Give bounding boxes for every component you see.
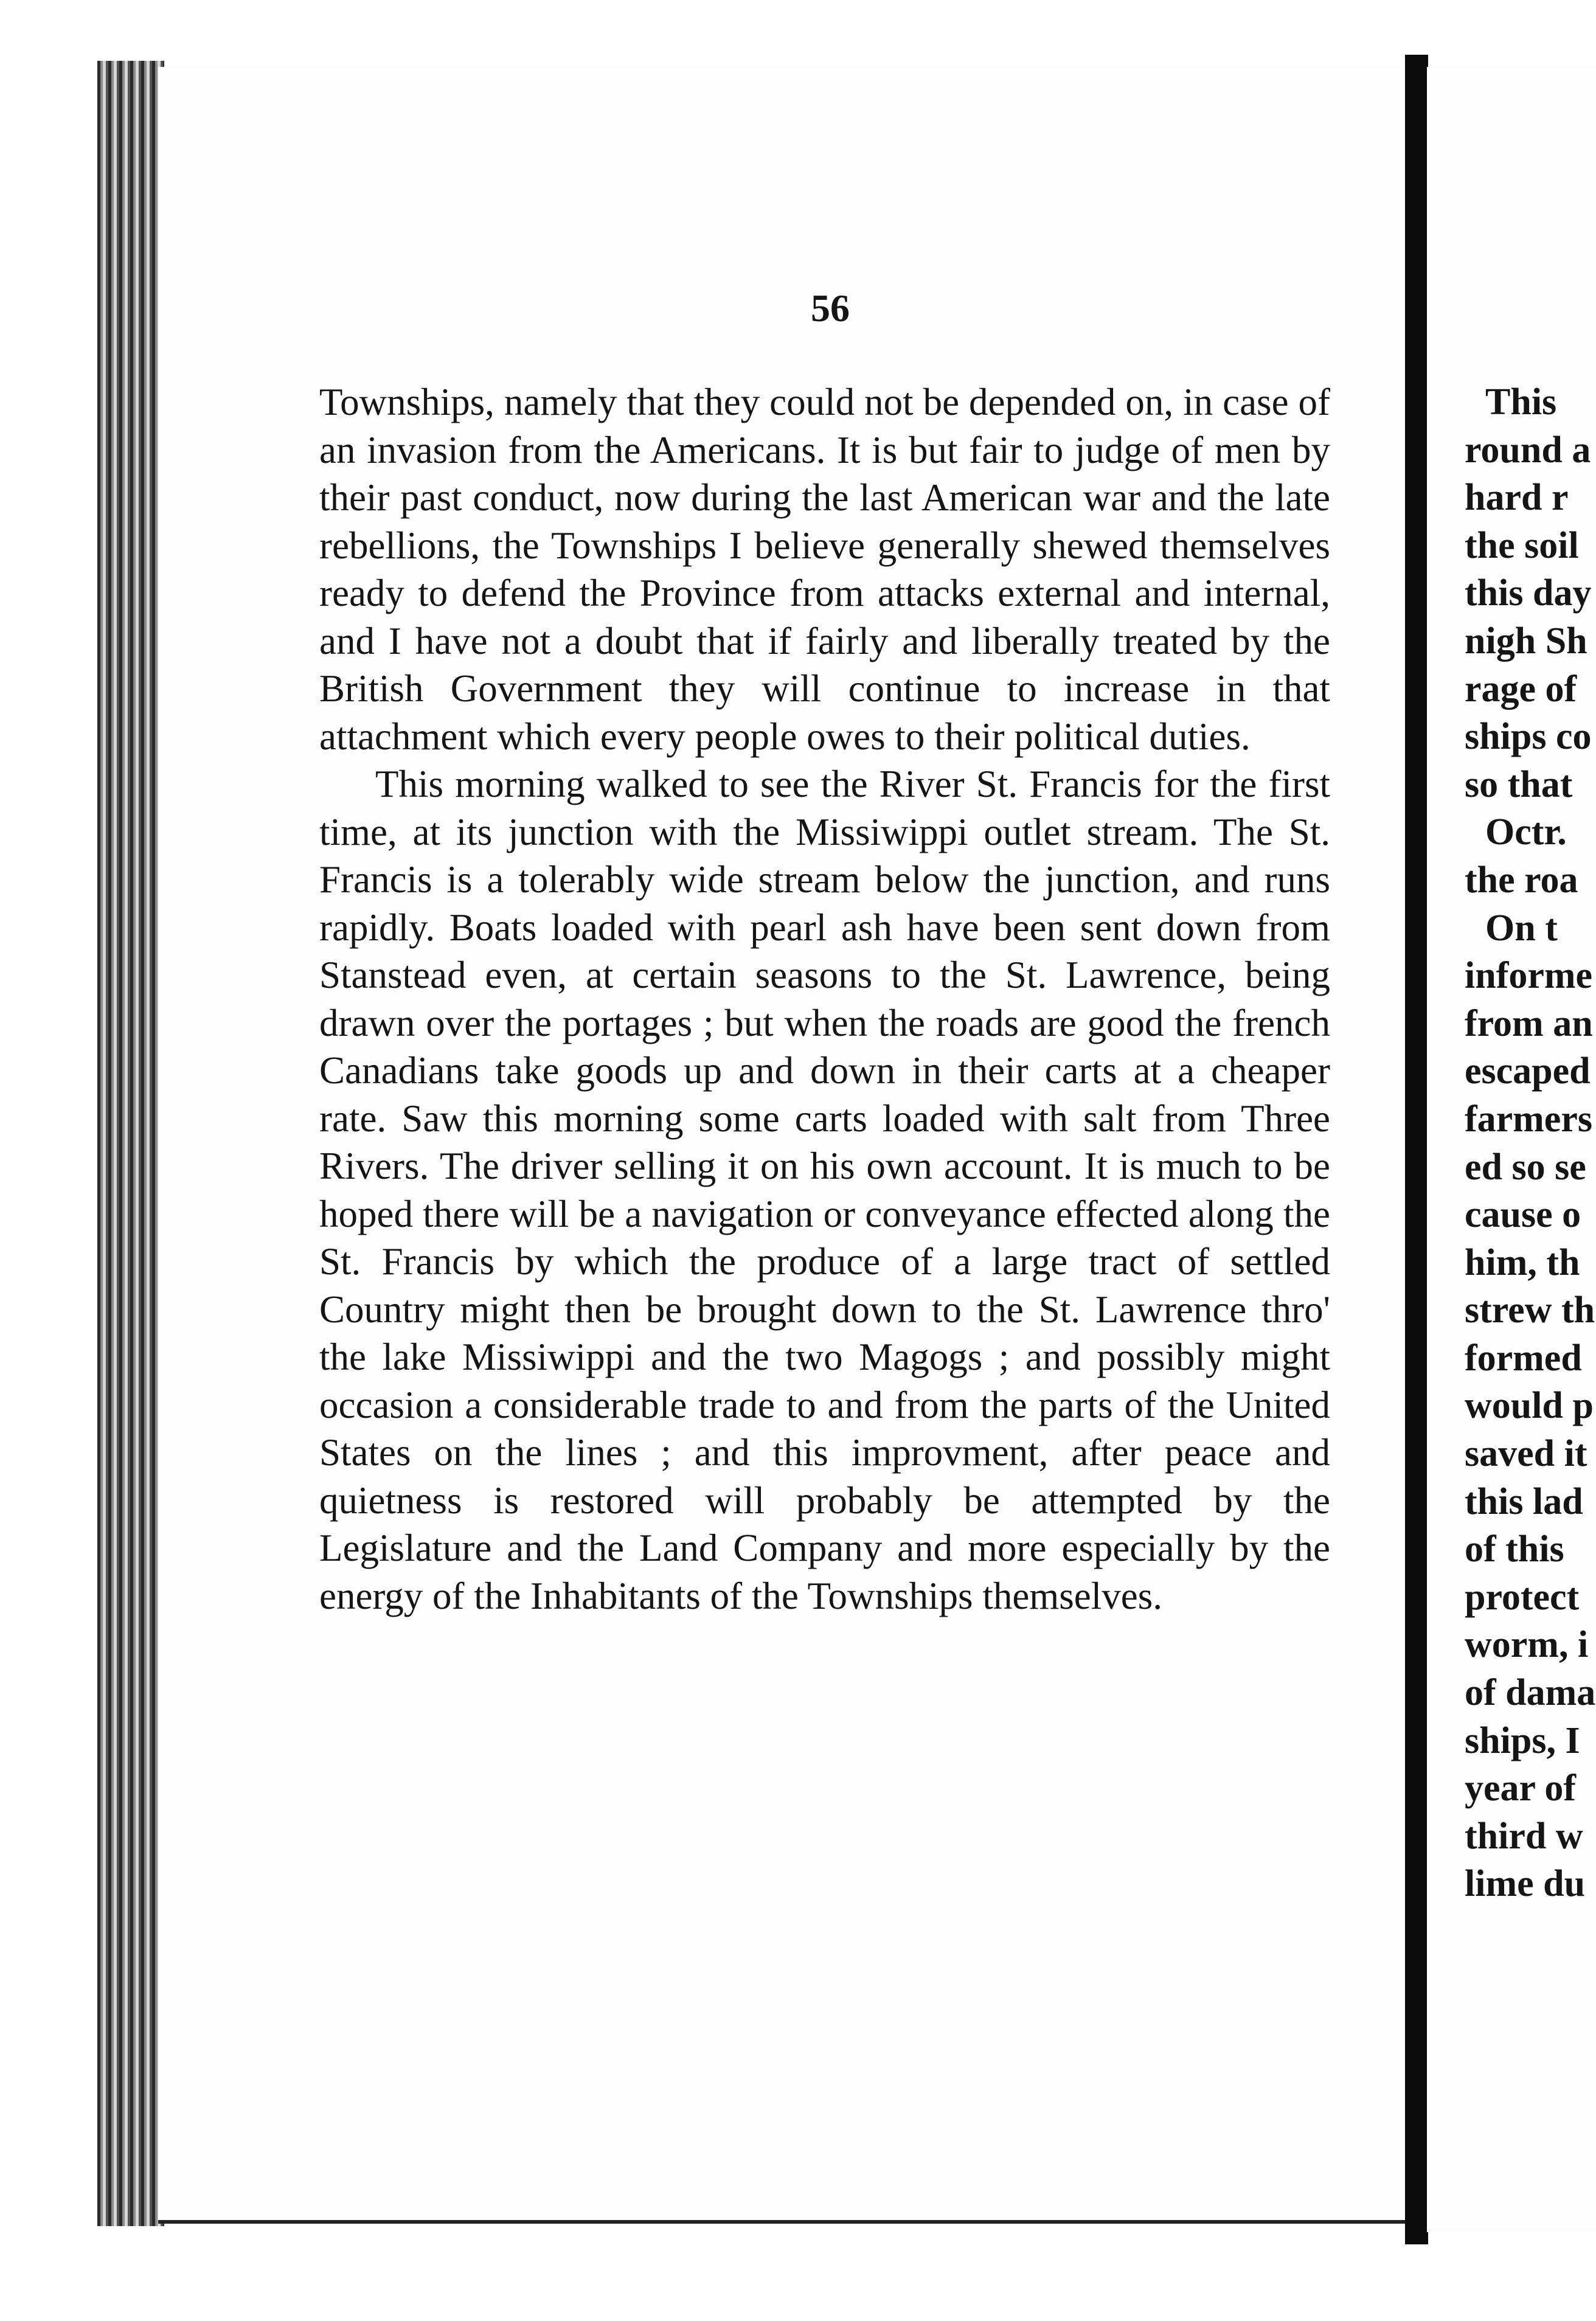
right-page-line: strew th	[1465, 1289, 1595, 1331]
page-number: 56	[811, 286, 850, 330]
right-page-line: him, th	[1465, 1241, 1580, 1283]
right-page-line: of dama	[1465, 1672, 1596, 1714]
right-page-line: so that	[1465, 763, 1573, 805]
right-page-line: of this	[1465, 1528, 1564, 1570]
right-page-line: this lad	[1465, 1480, 1583, 1522]
right-page-line: cause o	[1465, 1194, 1581, 1236]
paragraph: This morning walked to see the River St. Francis for the first time, at its junction with the Missiwippi outlet stream. The St. Francis is a tolerably wide stream below the junction, and runs rapidly. Boats loaded with pearl ash have been sent down from Stanstead even, at certain seasons to the St. Lawrence, being drawn over the portages ; but when the roads are good the french Canadians take goods up and down in their carts at a cheaper rate. Saw this morning some carts loaded with salt from Three Rivers. The driver selling it on his own account. It is much to be hoped there will be a navigation or conveyance effected along the St. Francis by which the produce of a large tract of settled Country might then be brought down to the St. Lawrence thro' the lake Missiwippi and the two Magogs ; and possibly might occasion a considerable trade to and from the parts of the United States on the lines ; and this improvment, after peace and quietness is restored will probably be attempted by the Legislature and the Land Company and more especially by the energy of the Inhabitants of the Townships themselves.	[319, 763, 1330, 1617]
right-page-line: lime du	[1465, 1863, 1586, 1905]
right-page-line: On t	[1485, 907, 1558, 949]
right-page-line: third w	[1465, 1815, 1583, 1857]
right-page-line: nigh Sh	[1465, 620, 1587, 662]
right-page-line: year of	[1465, 1768, 1577, 1809]
right-page-line: ships, I	[1465, 1719, 1580, 1761]
paragraph: Townships, namely that they could not be depended on, in case of an invasion from the Americans. It is but fair to judge of men by their past conduct, now during the last American war and the late rebellions, the Townships I believe generally shewed themselves ready to defend the Province from attacks external and internal, and I have not a doubt that if fairly and liberally treated by the British Government they will continue to increase in that attachment which every people owes to their political duties.	[319, 381, 1330, 758]
right-page-line: Octr.	[1485, 811, 1567, 853]
scanner-margin	[0, 0, 103, 2321]
right-page-line: this day	[1465, 572, 1592, 614]
right-page-line: hard r	[1465, 477, 1569, 519]
right-page-line: round a	[1465, 429, 1591, 471]
right-page-line: from an	[1465, 1002, 1593, 1044]
right-page-line: would p	[1465, 1385, 1594, 1427]
right-page-line: informe	[1465, 955, 1593, 997]
right-page-line: the roa	[1465, 859, 1578, 901]
right-page-line: rage of	[1465, 668, 1577, 710]
right-page-text	[1465, 378, 1596, 1908]
right-page-line: ships co	[1465, 716, 1592, 758]
right-page-line: formed	[1465, 1337, 1582, 1379]
book-gutter	[1405, 55, 1428, 2244]
page-edge-stack	[97, 61, 164, 2226]
right-page-line: escaped	[1465, 1050, 1591, 1092]
right-page-line: protect	[1465, 1576, 1580, 1618]
right-page-line: ed so se	[1465, 1146, 1586, 1188]
right-page-line: This	[1485, 381, 1557, 423]
right-page-line: the soil	[1465, 524, 1579, 566]
left-page-text	[319, 378, 1330, 1620]
right-page-line: worm, i	[1465, 1624, 1589, 1666]
right-page-line: saved it	[1465, 1433, 1587, 1475]
right-page-line: farmers	[1465, 1098, 1592, 1140]
